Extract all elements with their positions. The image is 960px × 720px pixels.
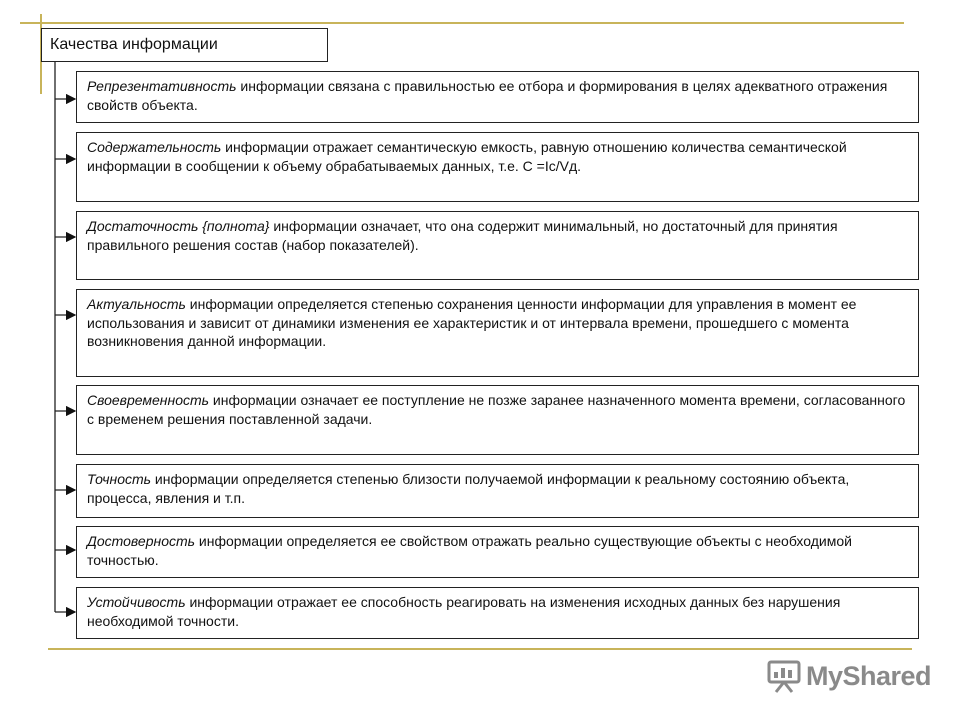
logo-text: MyShared xyxy=(806,661,932,691)
description-text: информации связана с правильностью ее отбора и формирования в целях адекватного отражения свойств объекта. xyxy=(87,78,888,113)
term-label: Достаточность {полнота} xyxy=(87,218,270,234)
description-text: информации определяется ее свойством отражать реально существующие объекты с необходимой точностью. xyxy=(87,533,852,568)
description-text: информации определяется степенью сохранения ценности информации для управления в момент ее использования и зависит от динамики изменения ее характеристик и от интервала времени, прошедшего с момента возникновения данной информации. xyxy=(87,296,857,349)
term-label: Содержательность xyxy=(87,139,222,155)
description-text: информации означает ее поступление не позже заранее назначенного момента времени, согласованного с временем решения поставленной задачи. xyxy=(87,392,906,427)
term-label: Достоверность xyxy=(87,533,196,549)
description-text: информации означает, что она содержит минимальный, но достаточный для принятия правильного решения состав (набор показателей). xyxy=(87,218,838,253)
term-label: Репрезентативность xyxy=(87,78,237,94)
term-label: Актуальность xyxy=(87,296,186,312)
term-label: Своевременность xyxy=(87,392,210,408)
quality-box-sufficiency xyxy=(76,211,919,280)
quality-box-timeliness xyxy=(76,385,919,455)
term-label: Точность xyxy=(87,471,152,487)
diagram-title: Качества информации xyxy=(41,28,328,62)
quality-box-accuracy xyxy=(76,464,919,518)
quality-box-stability xyxy=(76,587,919,639)
quality-box-content xyxy=(76,132,919,202)
description-text: информации отражает ее способность реагировать на изменения исходных данных без нарушения необходимой точности. xyxy=(87,594,841,629)
description-text: информации определяется степенью близости получаемой информации к реальному состоянию объекта, процесса, явления и т.п. xyxy=(87,471,850,506)
quality-box-relevance xyxy=(76,289,919,377)
quality-box-representativeness xyxy=(76,71,919,123)
description-text: информации отражает семантическую емкость, равную отношению количества семантической информации в сообщении к объему обрабатываемых данных, т.е. С =Ic/Vд. xyxy=(87,139,847,174)
presentation-board-icon xyxy=(766,658,802,694)
quality-box-reliability xyxy=(76,526,919,578)
term-label: Устойчивость xyxy=(87,594,186,610)
